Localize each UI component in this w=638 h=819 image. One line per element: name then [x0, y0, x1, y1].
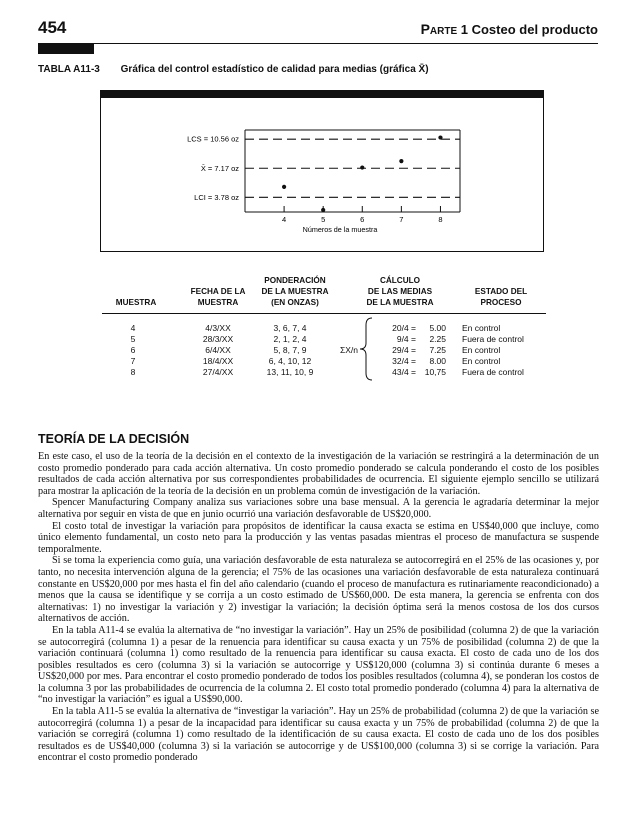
header-status: ESTADO DEL PROCESO	[474, 287, 528, 307]
x-tick-label: 7	[399, 215, 404, 224]
x-tick-label: 8	[438, 215, 443, 224]
header-date: FECHA DE LA MUESTRA	[190, 287, 246, 307]
calc-brace	[356, 316, 374, 382]
section-body	[38, 451, 599, 764]
paragraph: Si se toma la experiencia como guía, una variación desfavorable de esta naturaleza se autocorregirá en el 25% de las ocasiones y, por tanto, no necesita intervención alguna de la gerencia; el 75% de las ocasiones una variación desfavorable de esta naturaleza continuará constante en US$20,000 por mes hasta el fin del año calendario (cuando el proceso de manufactura es rutinariamente reacondicionado) a menos que la causa se identifique y se corrija a un costo estimado de US$60,000. De esta manera, la gerencia se enfrenta con dos alternativas: 1) no investigar la variación y 2) investigar la variación; la decisión óptima será la menos costosa de los dos cursos alternativos de acción.	[38, 555, 599, 625]
control-line-label: LCS = 10.56 oz	[187, 134, 239, 144]
table-row: 7 18/4/XX 6, 4, 10, 12 32/4 = 8.00 En control	[130, 356, 501, 366]
header-sample: MUESTRA	[115, 298, 157, 307]
x-tick-label: 6	[360, 215, 365, 224]
table-caption	[38, 64, 429, 75]
table-row: 6 6/4/XX 5, 8, 7, 9 ΣX/n 29/4 = 7.25 En control	[130, 345, 501, 355]
sum-label: ΣX/n	[340, 345, 359, 355]
table-header-rule	[102, 313, 546, 314]
paragraph: Spencer Manufacturing Company analiza sus variaciones sobre una base mensual. A la gerencia le agradaría determinar la mejor alternativa por seguir en vista de que en junio ocurrió una variación desfavorable de US$20,000.	[38, 497, 599, 520]
chart-x-axis-label: Números de la muestra	[302, 225, 378, 234]
data-point	[399, 159, 403, 163]
chart-box-topbar	[100, 90, 544, 98]
table-row: 5 28/3/XX 2, 1, 2, 4 9/4 = 2.25 Fuera de control	[130, 334, 524, 344]
running-header	[421, 21, 598, 37]
paragraph: En este caso, el uso de la teoría de la decisión en el contexto de la investigación de la variación se restringirá a la determinación de un costo promedio ponderado para cada acción alternativa. Un costo promedio ponderado se calcula ponderando el costo de los posibles resultados de cada acción alternativa por sus correspondientes probabilidades de ocurrencia. El siguiente ejemplo sencillo se utilizará para mostrar la aplicación de la teoría de la decisión en un problema común de investigación de la variación.	[38, 451, 599, 497]
table-row: 8 27/4/XX 13, 11, 10, 9 43/4 = 10,75 Fuera de control	[130, 367, 524, 377]
header-calc: CÁLCULO DE LAS MEDIAS DE LA MUESTRA	[366, 276, 434, 307]
control-line-label: LCI = 3.78 oz	[194, 192, 239, 202]
control-line-label: X̄ = 7.17 oz	[200, 163, 239, 173]
section-title: TEORÍA DE LA DECISIÓN	[38, 432, 190, 446]
page-number: 454	[38, 18, 67, 37]
data-point	[438, 135, 442, 139]
caption-id: TABLA A11-3	[38, 64, 100, 75]
paragraph: El costo total de investigar la variación para propósitos de identificar la causa exacta se estima en US$40,000 que incluye, como único elemento fundamental, un costo neto para la producción y las ventas pasadas mientras el proceso de manufactura se suspende temporalmente.	[38, 520, 599, 555]
data-point	[360, 165, 364, 169]
part-label: Parte	[420, 21, 458, 37]
caption-title: Gráfica del control estadístico de calidad para medias (gráfica X̄)	[120, 64, 429, 75]
x-tick-label: 4	[282, 215, 287, 224]
data-point	[282, 185, 286, 189]
header-rule	[38, 43, 598, 44]
part-title: 1 Costeo del producto	[460, 22, 598, 37]
paragraph: En la tabla A11-5 se evalúa la alternativa de “investigar la variación”. Hay un 25% de probabilidad (columna 2) de que la variación se autocorregirá (columna 1) a pesar de la incapacidad para identificar su causa exacta y un 75% de probabilidad (columna 2) de que la variación se corregirá (columna 1) como resultado de la identificación de su causa exacta. El costo de cada uno de los dos posibles resultados es de US$40,000 (columna 3) si la variación se autocorrige y de US$100,000 (columna 3) si se corrige la variación. Para encontrar el costo promedio ponderado	[38, 706, 599, 764]
header-weighting: PONDERACIÓN DE LA MUESTRA (EN ONZAS)	[261, 276, 329, 307]
header-tab-mark	[38, 44, 94, 54]
paragraph: En la tabla A11-4 se evalúa la alternativa de “no investigar la variación”. Hay un 25% de posibilidad (columna 2) de que la variación se autocorregirá (columna 1) a pesar de la renuencia para identificar su causa exacta y un 75% de posibilidad (columna 2) de que la variación continuará (columna 1) como resultado de la renuencia para identificar su causa exacta. El costo de cada uno de los dos posibles resultados es cero (columna 3) si la variación se autocorrige y US$120,000 (columna 3) si continúa durante 6 meses a US$20,000 por mes. Para encontrar el costo promedio ponderado de todos los posibles resultados (columna 4), se ponderan los costos de la columna 3 por las probabilidades de ocurrencia de la columna 2. El costo total promedio ponderado (columna 4) para la alternativa de “no investigar la variación” es igual a US$90,000.	[38, 624, 599, 706]
data-point	[321, 208, 325, 212]
table-row: 4 4/3/XX 3, 6, 7, 4 20/4 = 5.00 En control	[130, 323, 501, 333]
x-tick-label: 5	[321, 215, 326, 224]
control-chart	[170, 126, 470, 238]
